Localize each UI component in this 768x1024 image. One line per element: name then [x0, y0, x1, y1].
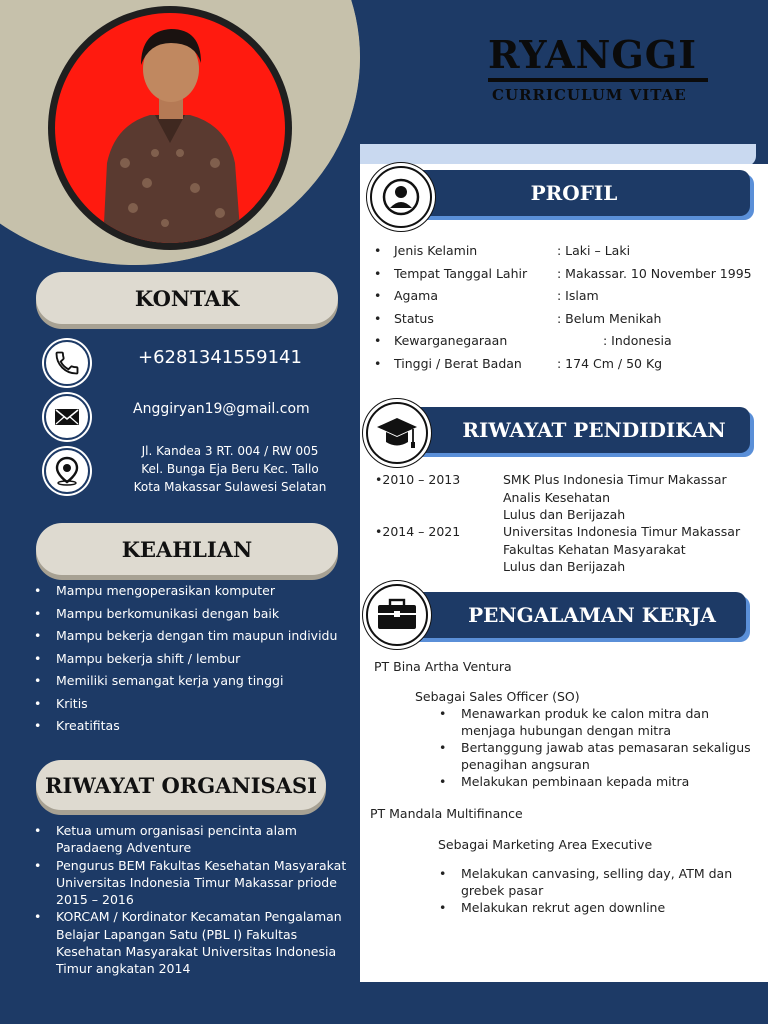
address-line: Kel. Bunga Eja Beru Kec. Tallo: [141, 462, 319, 476]
profile-heading: [398, 170, 750, 216]
education-line: Fakultas Kehatan Masyarakat: [503, 541, 686, 557]
list-item: • Kritis: [32, 693, 352, 716]
education-title: RIWAYAT PENDIDIKAN: [462, 418, 726, 442]
list-item: • Mampu bekerja shift / lembur: [32, 648, 352, 671]
organization-heading: [36, 760, 326, 810]
user-icon: [370, 166, 432, 228]
education-years: •2014 – 2021: [375, 524, 461, 539]
list-item: • Mampu mengoperasikan komputer: [32, 580, 352, 603]
profile-title: PROFIL: [530, 181, 618, 205]
organization-list: [32, 822, 352, 978]
address-line: Kota Makassar Sulawesi Selatan: [133, 480, 327, 494]
education-line: Analis Kesehatan: [503, 489, 611, 505]
education-heading: [398, 407, 750, 453]
profile-key: Status: [394, 310, 434, 326]
skills-heading: [36, 523, 338, 575]
job-duties: [437, 865, 757, 916]
address-block: [110, 442, 350, 496]
profile-value: : Islam: [557, 288, 599, 303]
list-item: • Bertanggung jawab atas pemasaran sekaligus penagihan angsuran: [437, 739, 757, 773]
education-years: •2010 – 2013: [375, 472, 461, 487]
education-detail: [503, 523, 740, 576]
job-role: Sebagai Marketing Area Executive: [438, 837, 653, 852]
profile-row: [372, 330, 752, 353]
list-item: • Mampu berkomunikasi dengan baik: [32, 603, 352, 626]
list-item: • Memiliki semangat kerja yang tinggi: [32, 670, 352, 693]
experience-title: PENGALAMAN KERJA: [468, 603, 716, 627]
profile-row: [372, 240, 752, 263]
mail-icon: [44, 394, 90, 440]
education-line: Lulus dan Berijazah: [503, 559, 626, 574]
education-line: Lulus dan Berijazah: [503, 507, 626, 522]
profile-value: : 174 Cm / 50 Kg: [557, 355, 663, 371]
briefcase-icon: [366, 584, 428, 646]
profile-value: : Makassar. 10 November 1995: [557, 265, 752, 281]
profile-photo: [55, 13, 285, 243]
list-item: • Melakukan canvasing, selling day, ATM dan grebek pasar: [437, 865, 757, 899]
profile-key: Kewarganegaraan: [394, 333, 508, 348]
experience-heading: [398, 592, 746, 638]
profile-key: Jenis Kelamin: [394, 243, 478, 258]
list-item: • Ketua umum organisasi pencinta alam Paradaeng Adventure: [32, 822, 352, 857]
list-item: • Menawarkan produk ke calon mitra dan menjaga hubungan dengan mitra: [437, 705, 757, 739]
skills-list: [32, 580, 352, 738]
job-company: PT Bina Artha Ventura: [374, 659, 512, 674]
job-company: PT Mandala Multifinance: [370, 806, 523, 821]
profile-value: : Indonesia: [603, 333, 672, 348]
job-role: Sebagai Sales Officer (SO): [415, 689, 580, 704]
cv-subtitle: CURRICULUM VITAE: [492, 86, 687, 104]
education-entry: [375, 471, 727, 524]
profile-row: [372, 263, 752, 286]
list-item: • KORCAM / Kordinator Kecamatan Pengalaman Belajar Lapangan Satu (PBL I) Fakultas Kesehatan Masyarakat Universitas Indonesia Timur angkatan 2014: [32, 908, 352, 977]
graduation-cap-icon: [366, 402, 428, 464]
name-divider: [488, 78, 708, 82]
list-item: • Kreatifitas: [32, 715, 352, 738]
profile-key: Tempat Tanggal Lahir: [394, 265, 528, 281]
list-item: • Mampu bekerja dengan tim maupun individu: [32, 625, 352, 648]
list-item: • Melakukan rekrut agen downline: [437, 899, 757, 916]
list-item: • Melakukan pembinaan kepada mitra: [437, 773, 757, 790]
profile-value: : Laki – Laki: [557, 243, 631, 258]
education-detail: [503, 471, 727, 524]
job-duties: [437, 705, 757, 790]
email-address[interactable]: Anggiryan19@gmail.com: [133, 401, 310, 417]
education-line: SMK Plus Indonesia Timur Makassar: [503, 472, 727, 487]
profile-row: [372, 353, 752, 376]
contact-title: KONTAK: [134, 285, 240, 311]
education-line: Universitas Indonesia Timur Makassar: [503, 524, 741, 539]
organization-title: RIWAYAT ORGANISASI: [45, 772, 317, 798]
profile-row: [372, 308, 752, 331]
list-item: • Pengurus BEM Fakultas Kesehatan Masyarakat Universitas Indonesia Timur Makassar priode 2015 – 2016: [32, 857, 352, 909]
accent-band: [360, 144, 756, 166]
phone-icon: [44, 340, 90, 386]
profile-list: [372, 240, 752, 375]
cv-name: RYANGGI: [488, 32, 698, 77]
profile-row: [372, 285, 752, 308]
profile-value: : Belum Menikah: [557, 310, 662, 326]
contact-heading: [36, 272, 338, 324]
education-entry: [375, 523, 740, 576]
person-silhouette: [55, 13, 285, 243]
skills-title: KEAHLIAN: [121, 536, 253, 562]
location-pin-icon: [44, 448, 90, 494]
phone-number[interactable]: +6281341559141: [138, 347, 302, 368]
address-line: Jl. Kandea 3 RT. 004 / RW 005: [141, 444, 319, 458]
profile-key: Tinggi / Berat Badan: [394, 355, 522, 371]
profile-key: Agama: [394, 288, 438, 303]
